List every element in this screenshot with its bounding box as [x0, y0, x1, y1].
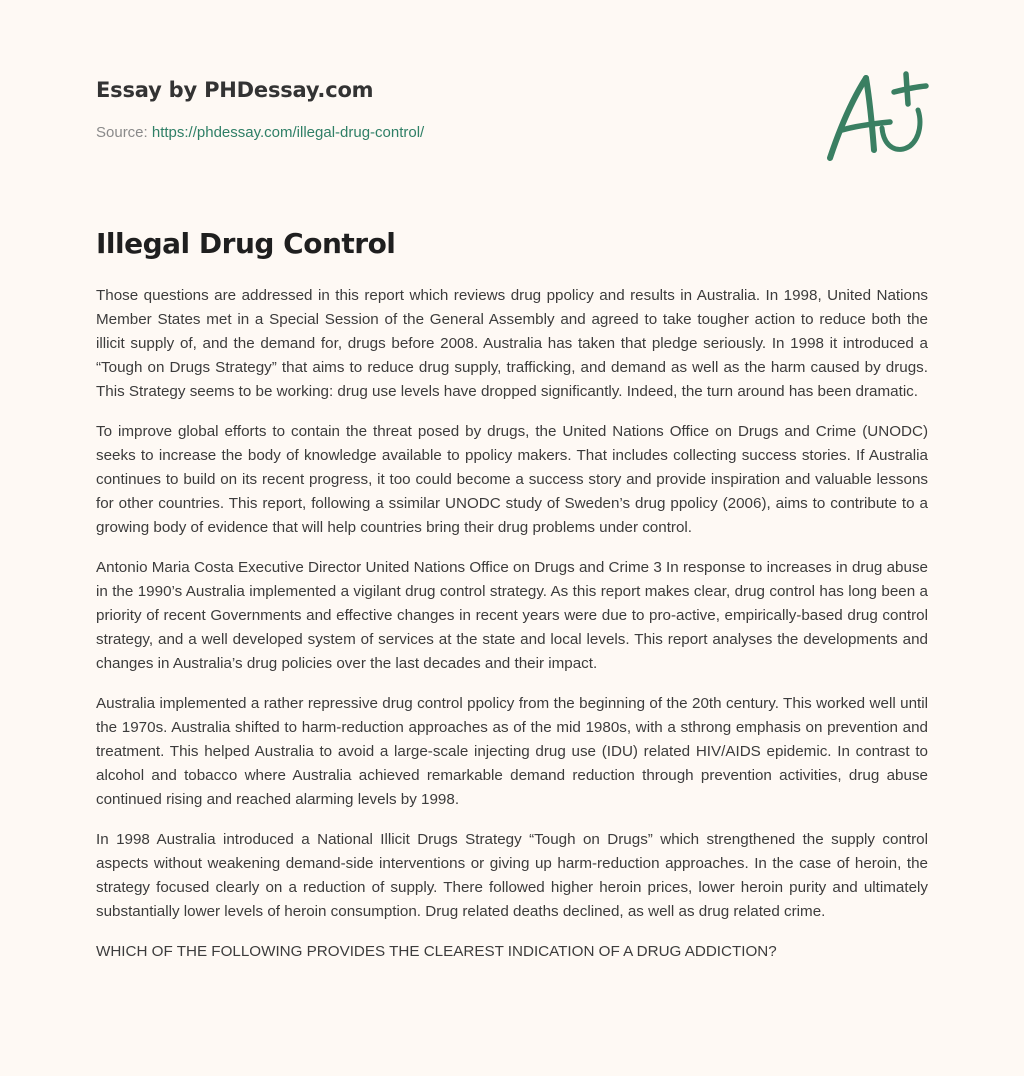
essay-paragraph: To improve global efforts to contain the threat posed by drugs, the United Nations Office on Drugs and Crime (UNODC) seeks to increase the body of knowledge available to ppolicy makers. That includes collecting success stories. If Australia continues to build on its recent progress, it too could become a success story and provide inspiration and valuable lessons for other countries. This report, following a ssimilar UNODC study of Sweden’s drug ppolicy (2006), aims to contribute to a growing body of evidence that will help countries bring their drug problems under control. [96, 423, 928, 536]
brand-title: Essay by PHDessay.com [96, 78, 374, 102]
essay-title: Illegal Drug Control [96, 227, 396, 260]
a-plus-grade-icon [818, 66, 934, 166]
essay-body [96, 284, 928, 980]
essay-paragraph: Australia implemented a rather repressive drug control ppolicy from the beginning of the 20th century. This worked well until the 1970s. Australia shifted to harm-reduction approaches as of the mid 1980s, with a sthrong emphasis on prevention and treatment. This helped Australia to avoid a large-scale injecting drug use (IDU) related HIV/AIDS epidemic. In contrast to alcohol and tobacco where Australia achieved remarkable demand reduction through prevention activities, drug abuse continued rising and reached alarming levels by 1998. [96, 695, 928, 808]
source-label: Source: [96, 124, 148, 141]
essay-paragraph: Those questions are addressed in this report which reviews drug ppolicy and results in Australia. In 1998, United Nations Member States met in a Special Session of the General Assembly and agreed to take tougher action to reduce both the illicit supply of, and the demand for, drugs before 2008. Australia has taken that pledge seriously. In 1998 it introduced a “Tough on Drugs Strategy” that aims to reduce drug supply, trafficking, and demand as well as the harm caused by drugs. This Strategy seems to be working: drug use levels have dropped significantly. Indeed, the turn around has been dramatic. [96, 287, 928, 400]
essay-question: WHICH OF THE FOLLOWING PROVIDES THE CLEAREST INDICATION OF A DRUG ADDICTION? [96, 943, 777, 960]
essay-header [96, 76, 928, 143]
source-line [96, 123, 928, 143]
essay-paragraph: In 1998 Australia introduced a National Illicit Drugs Strategy “Tough on Drugs” which strengthened the supply control aspects without weakening demand-side interventions or giving up harm-reduction approaches. In the case of heroin, the strategy focused clearly on a reduction of supply. There followed higher heroin prices, lower heroin purity and ultimately substantially lower levels of heroin consumption. Drug related deaths declined, as well as drug related crime. [96, 831, 928, 920]
source-link[interactable]: https://phdessay.com/illegal-drug-control/ [151, 124, 425, 141]
essay-paragraph: Antonio Maria Costa Executive Director United Nations Office on Drugs and Crime 3 In response to increases in drug abuse in the 1990’s Australia implemented a vigilant drug control strategy. As this report makes clear, drug control has long been a priority of recent Governments and effective changes in recent years were due to pro-active, empirically-based drug control strategy, and a well developed system of services at the state and local levels. This report analyses the developments and changes in Australia’s drug policies over the last decades and their impact. [96, 559, 928, 672]
